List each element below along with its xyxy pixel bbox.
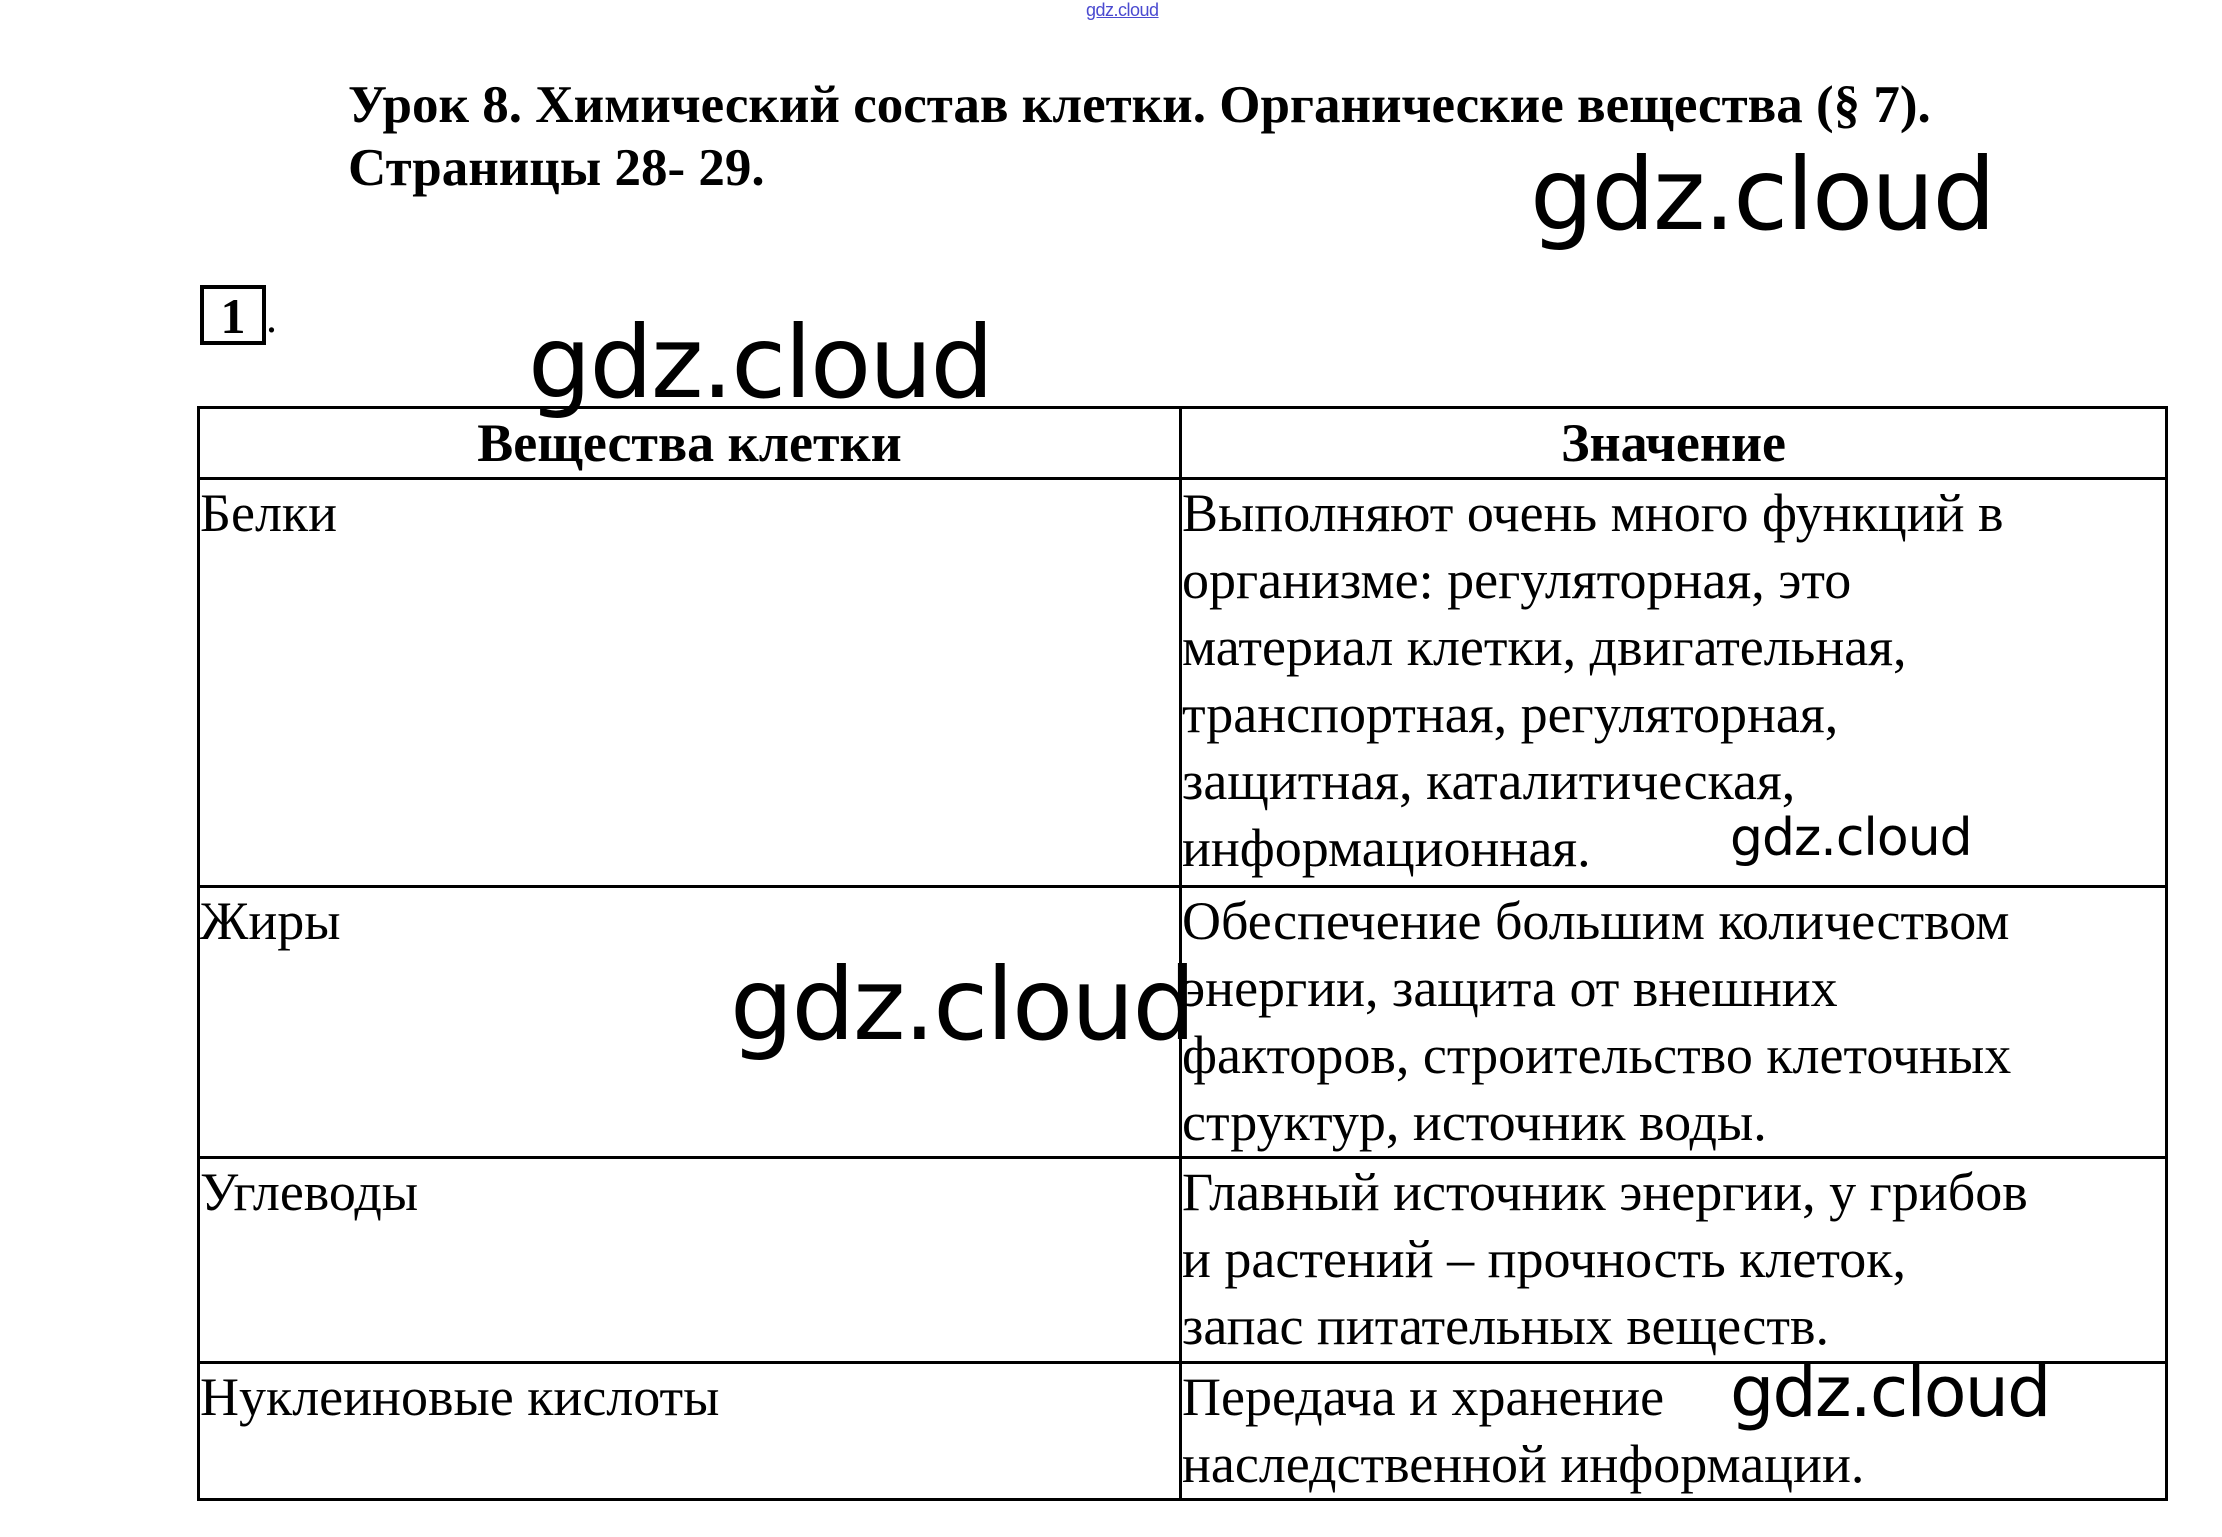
meaning-line: транспортная, регуляторная,	[1182, 684, 1839, 744]
meaning-cell	[1181, 1158, 2167, 1363]
watermark: gdz.cloud	[1730, 1351, 2050, 1433]
meaning-line: наследственной информации.	[1182, 1434, 1865, 1494]
meaning-line: структур, источник воды.	[1182, 1092, 1767, 1152]
substance-cell: Белки	[199, 479, 1181, 887]
substance-cell: Жиры	[199, 887, 1181, 1158]
table-header-row	[199, 408, 2167, 479]
top-watermark-link: gdz.cloud	[1086, 0, 1159, 20]
substance-cell: Углеводы	[199, 1158, 1181, 1363]
table-row	[199, 1158, 2167, 1363]
watermark: gdz.cloud	[730, 946, 1195, 1063]
task-number-dot: .	[266, 293, 277, 342]
meaning-line: факторов, строительство клеточных	[1182, 1025, 2012, 1085]
meaning-line: Обеспечение большим количеством	[1182, 891, 2010, 951]
meaning-line: Передача и хранение	[1182, 1367, 1665, 1427]
lesson-title-line-1: Урок 8. Химический состав клетки. Органические вещества (§ 7).	[348, 76, 1931, 134]
task-number-box: 1	[200, 285, 266, 345]
substance-cell: Нуклеиновые кислоты	[199, 1363, 1181, 1500]
meaning-line: энергии, защита от внешних	[1182, 958, 1838, 1018]
meaning-line: информационная.	[1182, 818, 1591, 878]
meaning-line: запас питательных веществ.	[1182, 1296, 1829, 1356]
meaning-line: защитная, каталитическая,	[1182, 751, 1796, 811]
watermark: gdz.cloud	[1530, 136, 1995, 253]
watermark: gdz.cloud	[1730, 808, 1972, 868]
column-header-meaning: Значение	[1181, 408, 2167, 479]
meaning-line: Главный источник энергии, у грибов	[1182, 1162, 2028, 1222]
meaning-line: Выполняют очень много функций в	[1182, 483, 2004, 543]
lesson-title-line-2: Страницы 28- 29.	[348, 139, 765, 197]
watermark: gdz.cloud	[528, 304, 993, 421]
meaning-line: организме: регуляторная, это	[1182, 550, 1852, 610]
column-header-substances: Вещества клетки	[199, 408, 1181, 479]
meaning-cell	[1181, 887, 2167, 1158]
meaning-cell	[1181, 479, 2167, 887]
meaning-line: и растений – прочность клеток,	[1182, 1229, 1906, 1289]
meaning-line: материал клетки, двигательная,	[1182, 617, 1907, 677]
